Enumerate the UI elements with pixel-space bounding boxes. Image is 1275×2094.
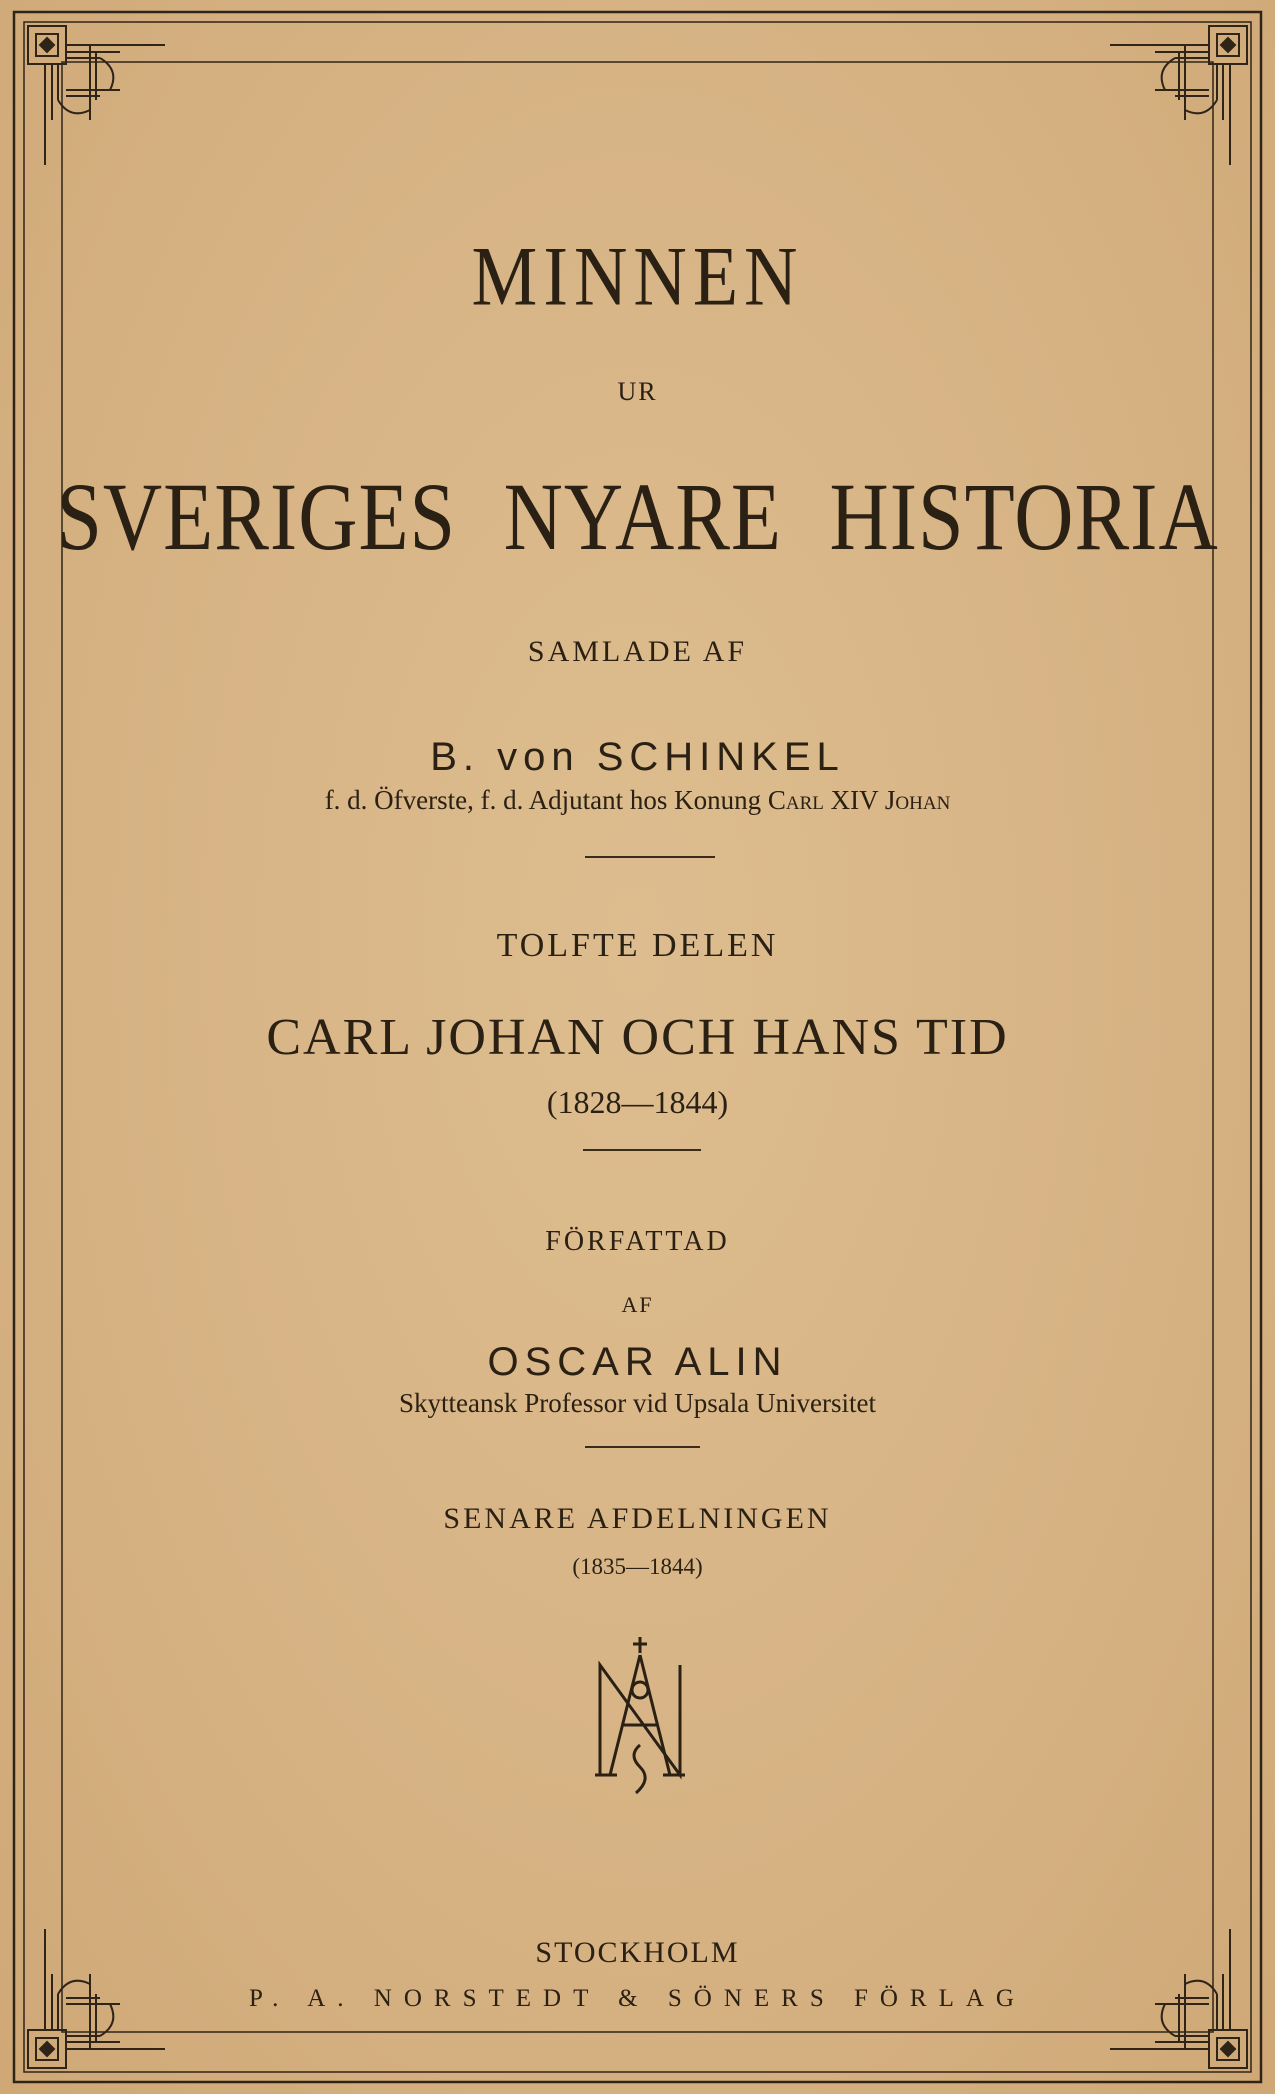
author-name: OSCAR ALIN [487, 1340, 788, 1384]
compiler-role [0, 785, 1275, 816]
title-line-3: SVERIGES NYARE HISTORIA [56, 462, 1219, 571]
title-line-1: MINNEN [471, 229, 804, 325]
publisher-monogram-icon [585, 1635, 695, 1795]
imprint-city: STOCKHOLM [535, 1936, 740, 1969]
compiler-role-prefix: f. d. Öfverste, f. d. Adjutant hos Konung [324, 785, 768, 815]
part-years: (1828—1844) [546, 1084, 729, 1120]
title-line-2: UR [617, 377, 658, 406]
divider-rule-3 [585, 1446, 700, 1448]
author-intro: FÖRFATTAD [545, 1226, 730, 1257]
author-role: Skytteansk Professor vid Upsala Universitet [399, 1388, 876, 1418]
compiler-role-king: Carl XIV Johan [767, 785, 951, 815]
compiler-intro: SAMLADE AF [527, 635, 748, 668]
divider-rule-2 [583, 1149, 701, 1151]
imprint-publisher: P. A. NORSTEDT & SÖNERS FÖRLAG [249, 1985, 1026, 2012]
part-label: TOLFTE DELEN [496, 927, 779, 964]
divider-rule-1 [585, 856, 715, 858]
section-years: (1835—1844) [572, 1554, 703, 1579]
author-by: AF [621, 1292, 654, 1317]
part-subtitle: CARL JOHAN OCH HANS TID [266, 1009, 1009, 1066]
compiler-name: B. von SCHINKEL [430, 735, 845, 779]
section-label: SENARE AFDELNINGEN [443, 1502, 832, 1535]
